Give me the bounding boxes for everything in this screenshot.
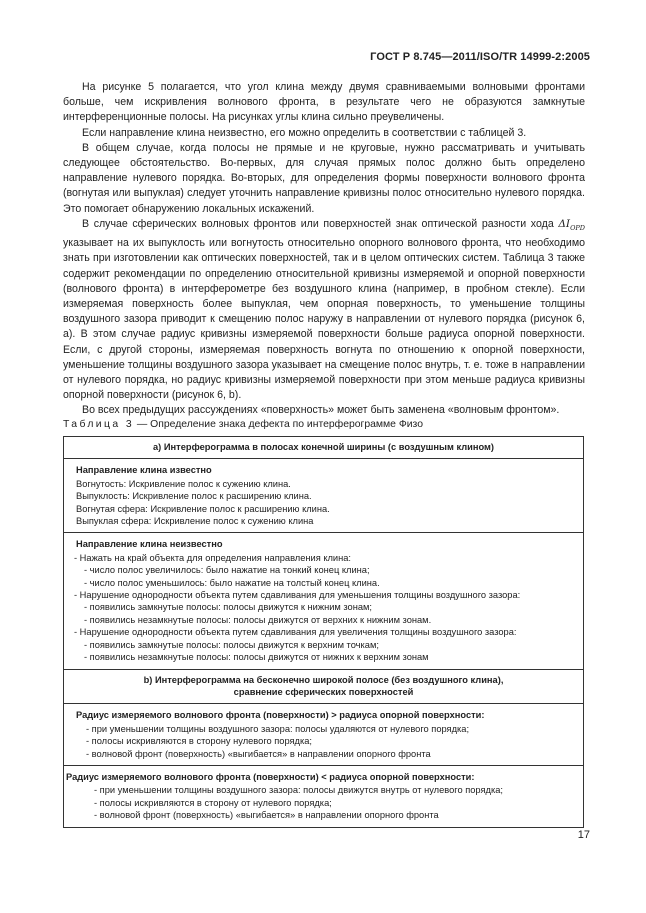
known-wedge-line: Вогнутая сфера: Искривление полос к расширению клина. <box>76 503 330 514</box>
radius-greater-item: - полосы искривляются в сторону нулевого порядка; <box>86 736 313 747</box>
known-wedge-line: Выпуклость: Искривление полос к расширению клина. <box>76 491 312 502</box>
unknown-wedge-subitem: - появились незамкнутые полосы: полосы движутся от верхних к нижним зонам. <box>84 614 432 625</box>
body-text <box>63 80 585 419</box>
radius-less-title: Радиус измеряемого волнового фронта (поверхности) < радиуса опорной поверхности: <box>66 771 475 782</box>
table-caption-title: — Определение знака дефекта по интерферограмме Физо <box>134 419 423 430</box>
paragraph-general-case: В общем случае, когда полосы не прямые и не круговые, нужно рассматривать и учитывать следующее обстоятельство. Во-первых, для случая прямых полос должно быть определено направление нулевого порядка. Во-вторых, для определения формы поверхности волнового фронта (вогнутая или выпуклая) следует уточнить направление кривизны полос относительно нулевого порядка. Это помогает обнаружению локальных искажений. <box>63 141 585 215</box>
fizeau-defect-table <box>63 436 584 828</box>
unknown-wedge-subitem: - появились замкнутые полосы: полосы движутся к нижним зонам; <box>84 602 372 613</box>
radius-greater-cell <box>64 704 584 766</box>
radius-greater-title: Радиус измеряемого волнового фронта (поверхности) > радиуса опорной поверхности: <box>76 710 485 721</box>
section-a-header: a) Интерферограмма в полосах конечной ширины (с воздушным клином) <box>64 437 584 459</box>
unknown-wedge-item: - Нарушение однородности объекта путем сдавливания для увеличения толщины воздушного зазора: <box>74 627 517 638</box>
document-standard-id: ГОСТ Р 8.745—2011/ISO/TR 14999-2:2005 <box>370 51 590 63</box>
radius-greater-item: - волновой фронт (поверхность) «выгибается» в направлении опорного фронта <box>86 748 431 759</box>
known-wedge-line: Вогнутость: Искривление полос к сужению клина. <box>76 478 291 489</box>
unknown-wedge-subitem: - появились незамкнутые полосы: полосы движутся от нижних к верхним зонам <box>84 652 429 663</box>
page-number: 17 <box>577 829 590 841</box>
section-b-header <box>64 669 584 704</box>
unknown-wedge-subitem: - число полос уменьшилось: было нажатие на толстый конец клина. <box>84 577 380 588</box>
opd-text-after: указывает на их выпуклость или вогнутость относительно опорного волнового фронта, что необходимо знать при изготовлении как оптических поверхностей, так и в целом оптических систем. Таблица 3 также содержит рекомендации по определению относительной кривизны измеряемой и опорной поверхности (волнового фронта) в интерферометре без воздушного клина (например, в пробном стекле). Если измеряемая поверхность более выпуклая, чем опорная поверхность, то уменьшение толщины воздушного зазора приводит к смещению полос наружу в направлении от нулевого порядка (рисунок 6, а). В этом случае радиус кривизны измеряемой поверхности больше радиуса опорной поверхности. Если, с другой стороны, измеряемая поверхность вогнута по отношению к опорной поверхности, уменьшение толщины воздушного зазора указывает на смещение полос внутрь, т. е. тоже в направлении от нулевого порядка, но радиус кривизны измеряемой поверхности при этом меньше радиуса кривизны опорной поверхности (рисунок 6, b). <box>63 237 585 402</box>
table-caption-lead: Таблица 3 <box>63 419 135 430</box>
paragraph-wedge-angle: На рисунке 5 полагается, что угол клина между двумя сравниваемыми волновыми фронтами больше, чем искривления волнового фронта, в результате чего не образуются замкнутые интерференционные полосы. На рисунках углы клина сильно преувеличены. <box>63 81 585 124</box>
opd-symbol: ΔI <box>558 217 571 230</box>
radius-greater-item: - при уменьшении толщины воздушного зазора: полосы удаляются от нулевого порядка; <box>86 723 470 734</box>
unknown-wedge-subitem: - число полос увеличилось: было нажатие на тонкий конец клина; <box>84 565 370 576</box>
known-wedge-cell <box>64 459 584 533</box>
known-wedge-title: Направление клина известно <box>76 465 212 476</box>
unknown-wedge-title: Направление клина неизвестно <box>76 539 223 550</box>
opd-subscript: OPD <box>570 223 585 232</box>
radius-less-item: - при уменьшении толщины воздушного зазора: полосы движутся внутрь от нулевого порядка; <box>94 785 503 796</box>
section-b-header-line: b) Интерферограмма на бесконечно широкой полосе (без воздушного клина), <box>143 674 504 685</box>
table-caption <box>63 419 423 430</box>
section-b-header-line: сравнение сферических поверхностей <box>233 686 414 697</box>
opd-text-before: В случае сферических волновых фронтов или поверхностей знак оптической разности хода <box>82 217 559 230</box>
unknown-wedge-subitem: - появились замкнутые полосы: полосы движутся к верхним точкам; <box>84 639 379 650</box>
paragraph-wavefront-note: Во всех предыдущих рассуждениях «поверхность» может быть заменена «волновым фронтом». <box>82 404 560 417</box>
radius-less-cell <box>64 765 584 827</box>
paragraph-opd <box>63 217 585 404</box>
unknown-wedge-cell <box>64 533 584 669</box>
radius-less-item: - полосы искривляются в сторону от нулевого порядка; <box>94 797 332 808</box>
unknown-wedge-item: - Нажать на край объекта для определения направления клина: <box>74 552 352 563</box>
paragraph-unknown-wedge: Если направление клина неизвестно, его можно определить в соответствии с таблицей 3. <box>82 126 527 139</box>
radius-less-item: - волновой фронт (поверхность) «выгибается» в направлении опорного фронта <box>94 810 439 821</box>
unknown-wedge-item: - Нарушение однородности объекта путем сдавливания для уменьшения толщины воздушного зазора: <box>74 590 521 601</box>
known-wedge-line: Выпуклая сфера: Искривление полос к сужению клина <box>76 516 314 527</box>
opd-formula <box>558 218 585 230</box>
